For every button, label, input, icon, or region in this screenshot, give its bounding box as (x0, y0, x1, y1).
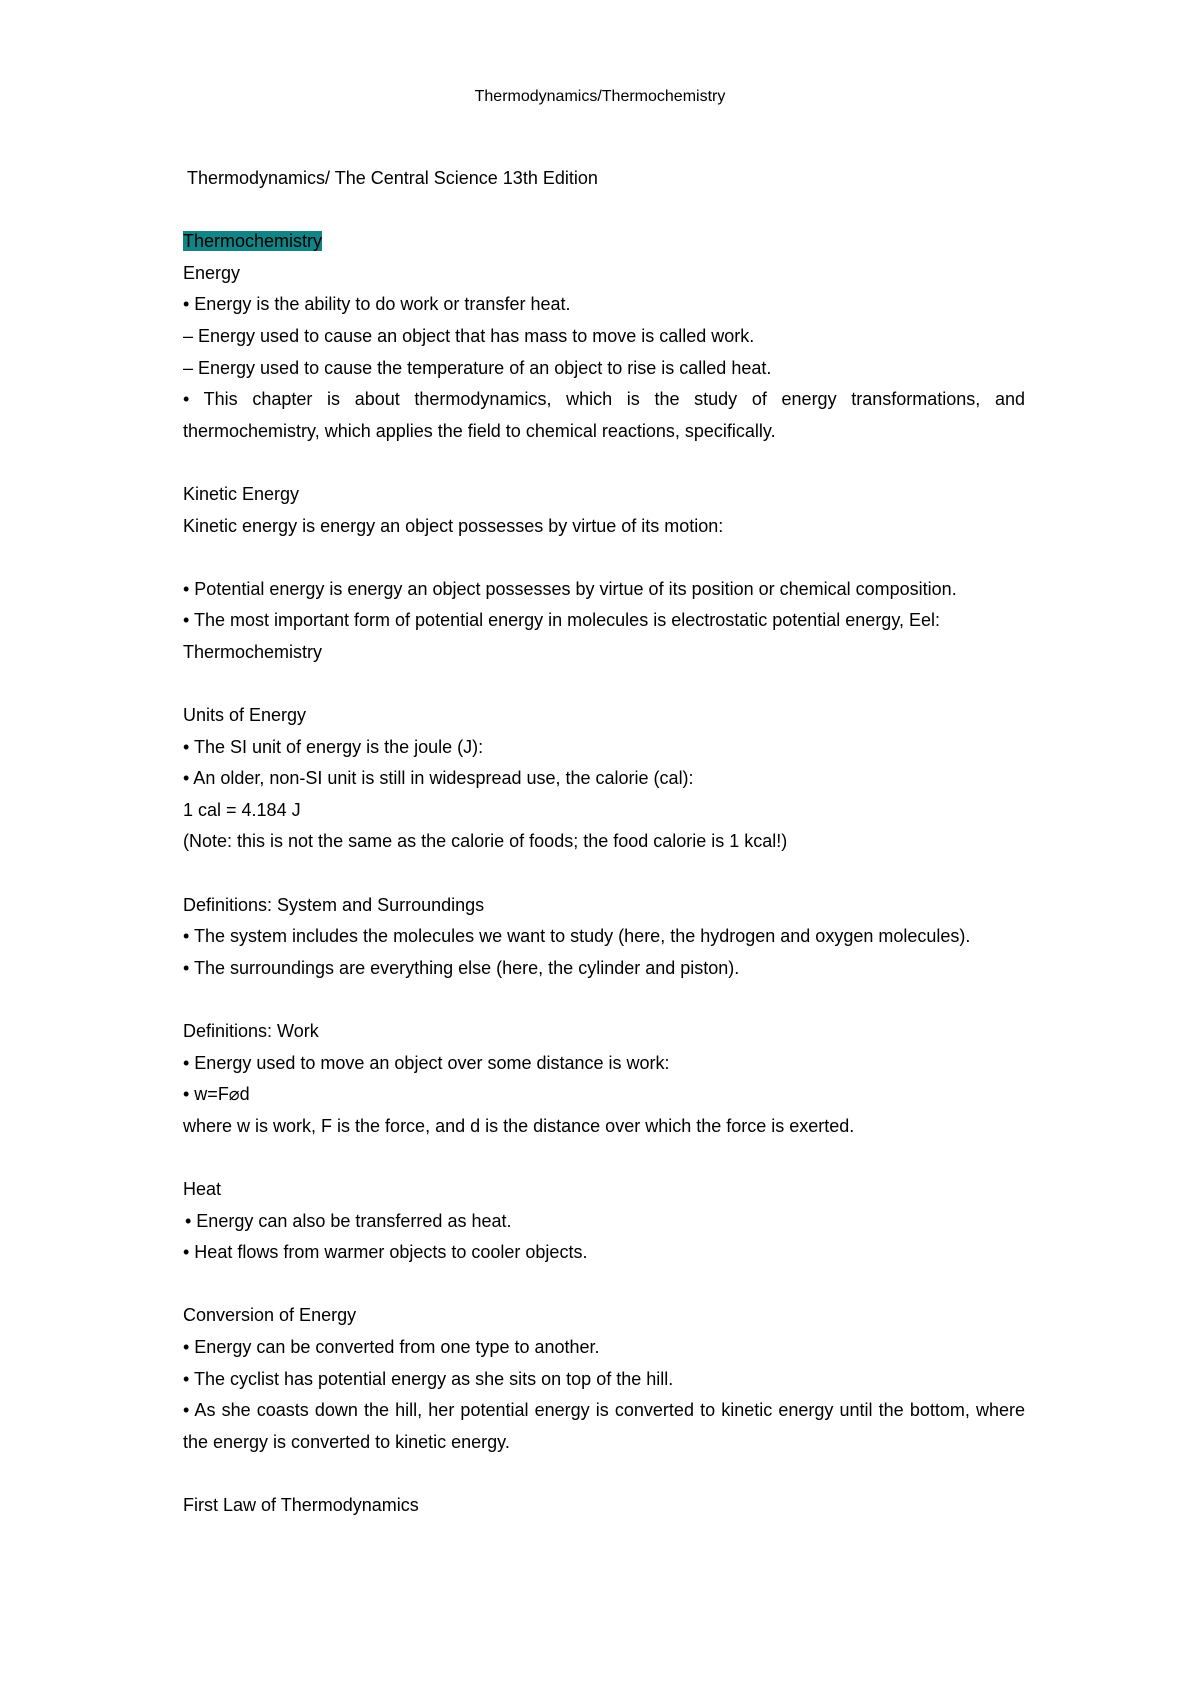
dash-line: – Energy used to cause an object that has mass to move is called work. (183, 325, 755, 346)
bullet-line: • Energy can also be transferred as heat. (185, 1210, 512, 1231)
subheading-energy: Energy (183, 262, 241, 283)
bullet-paragraph: • This chapter is about thermodynamics, which is the study of energy transformations, and thermochemistry, which applies the field to chemical reactions, specifically. (183, 389, 1025, 441)
bullet-line: • Heat flows from warmer objects to cooler objects. (183, 1242, 588, 1263)
bullet-line: • Energy is the ability to do work or transfer heat. (183, 294, 571, 315)
bullet-line: • Energy can be converted from one type to another. (183, 1336, 600, 1357)
dash-line: – Energy used to cause the temperature of an object to rise is called heat. (183, 357, 772, 378)
bullet-line: • An older, non-SI unit is still in widespread use, the calorie (cal): (183, 768, 694, 789)
spacer (183, 669, 1025, 701)
section-heading-units-of-energy: Units of Energy (183, 705, 307, 726)
bullet-line: • The surroundings are everything else (here, the cylinder and piston). (183, 957, 740, 978)
spacer (183, 1269, 1025, 1301)
body-line: (Note: this is not the same as the calorie of foods; the food calorie is 1 kcal!) (183, 831, 788, 852)
body-line: Thermochemistry (183, 641, 323, 662)
section-heading-heat: Heat (183, 1179, 222, 1199)
spacer (183, 542, 1025, 574)
page-header: Thermodynamics/Thermochemistry (474, 88, 726, 105)
spacer (183, 195, 1025, 227)
spacer (183, 984, 1025, 1016)
bullet-line: • Energy used to move an object over some distance is work: (183, 1052, 670, 1073)
bullet-paragraph: • As she coasts down the hill, her potential energy is converted to kinetic energy until the bottom, where the energy is converted to kinetic energy. (183, 1400, 1025, 1452)
bullet-line: • w=F⌀d (183, 1084, 250, 1105)
spacer (183, 858, 1025, 890)
bullet-line: • The SI unit of energy is the joule (J): (183, 736, 484, 757)
bullet-paragraph: • The system includes the molecules we want to study (here, the hydrogen and oxygen molecules). (183, 926, 971, 947)
section-heading-thermochemistry (183, 226, 1025, 258)
section-heading-kinetic-energy: Kinetic Energy (183, 483, 300, 504)
section-heading-first-law: First Law of Thermodynamics (183, 1494, 419, 1515)
document-title: Thermodynamics/ The Central Science 13th Edition (187, 168, 598, 188)
spacer (183, 1142, 1025, 1174)
bullet-line: • Potential energy is energy an object possesses by virtue of its position or chemical composition. (183, 578, 957, 599)
bullet-line: • The most important form of potential energy in molecules is electrostatic potential energy, Eel: (183, 610, 941, 631)
highlighted-heading: Thermochemistry (183, 231, 323, 252)
section-heading-system-surroundings: Definitions: System and Surroundings (183, 894, 485, 915)
document-body (183, 163, 1025, 1522)
body-line: where w is work, F is the force, and d is the distance over which the force is exerted. (183, 1115, 855, 1136)
bullet-line: • The cyclist has potential energy as she sits on top of the hill. (183, 1368, 674, 1389)
spacer (183, 1458, 1025, 1490)
section-heading-work: Definitions: Work (183, 1021, 319, 1042)
body-line: Kinetic energy is energy an object possesses by virtue of its motion: (183, 515, 724, 536)
section-heading-conversion: Conversion of Energy (183, 1305, 357, 1326)
body-line: 1 cal = 4.184 J (183, 799, 301, 820)
spacer (183, 447, 1025, 479)
